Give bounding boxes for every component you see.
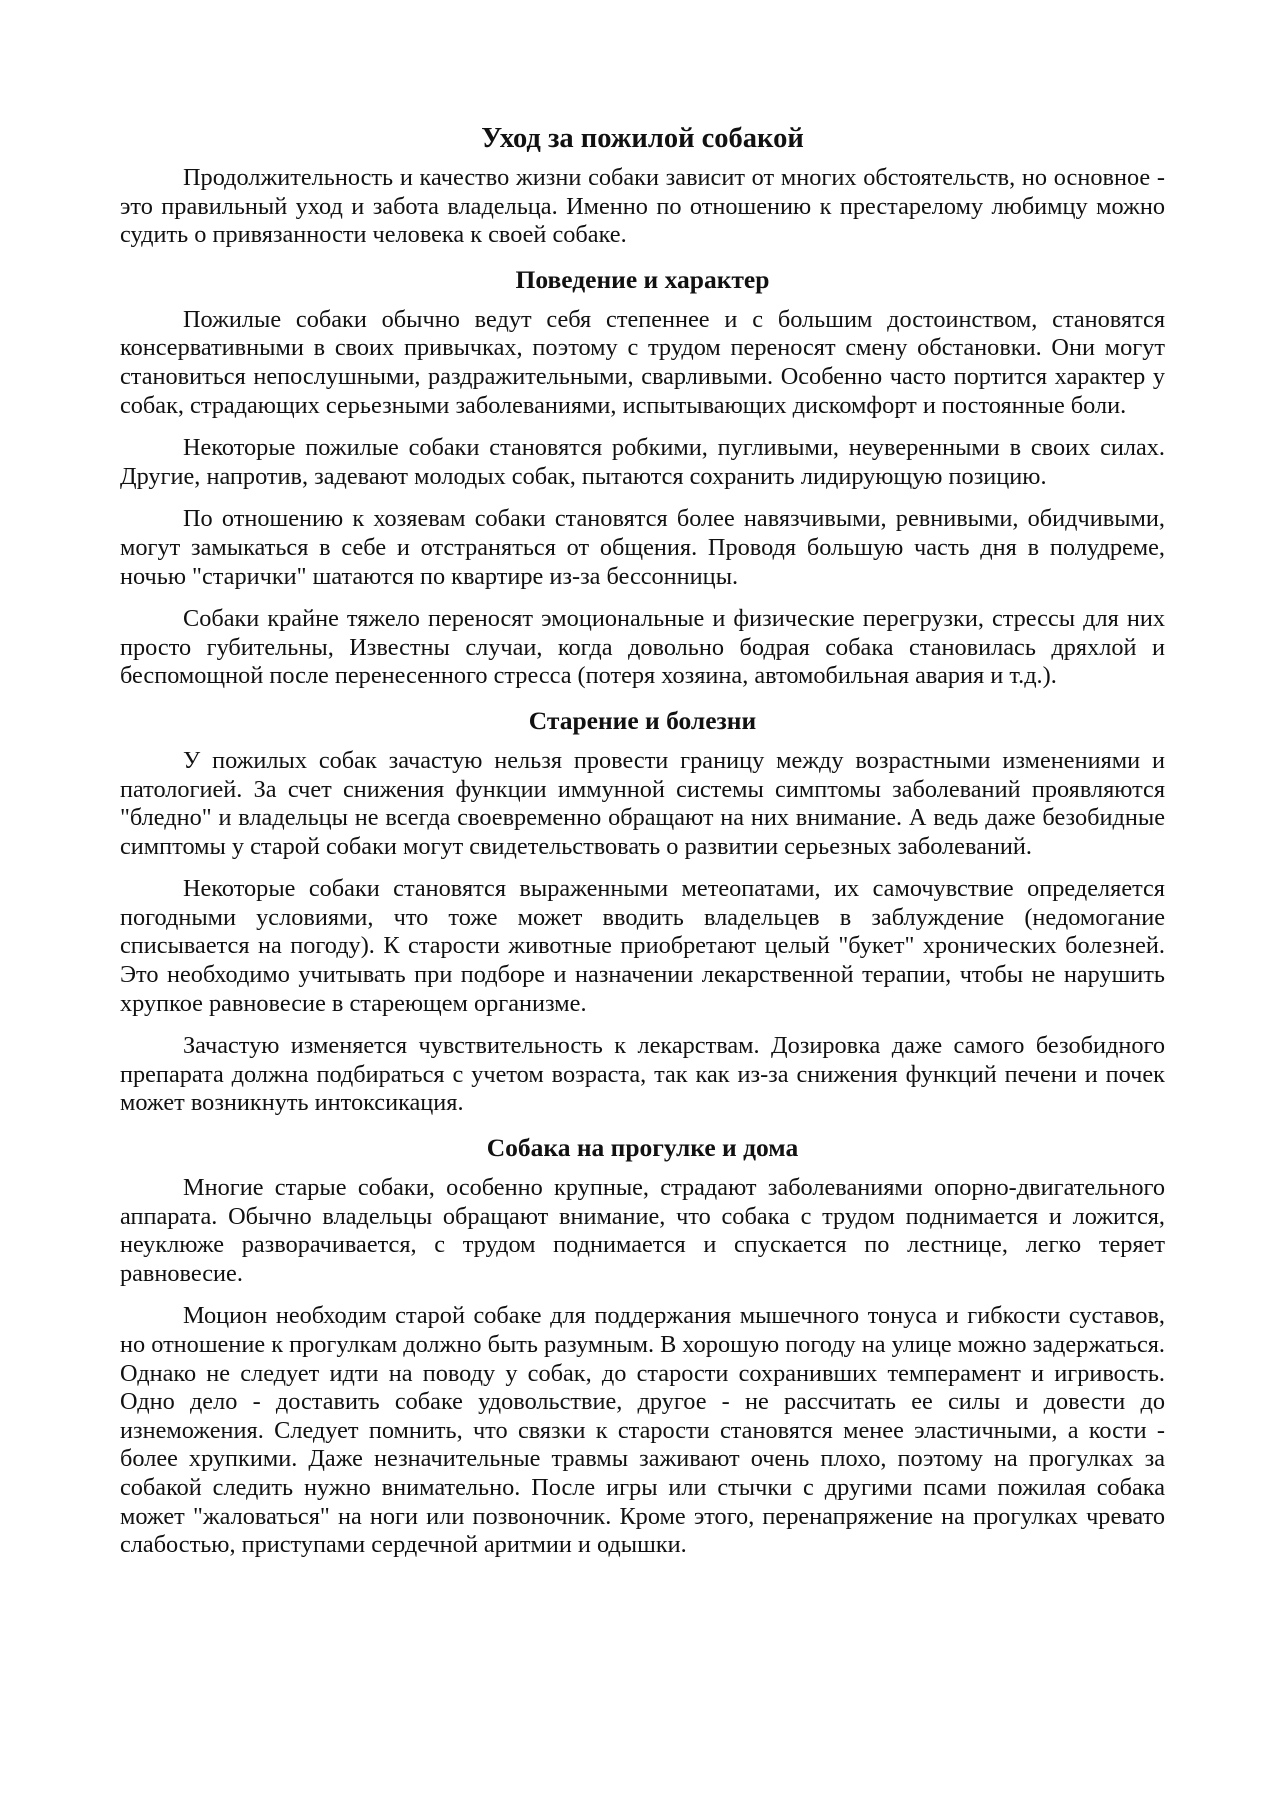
paragraph: Собаки крайне тяжело переносят эмоциональные и физические перегрузки, стрессы для них просто губительны, Известны случаи, когда довольно бодрая собака становилась дряхлой и беспомощной после перенесенного стресса (потеря хозяина, автомобильная авария и т.д.). [120,605,1165,690]
section-heading-walks: Собака на прогулке и дома [486,1133,799,1163]
paragraph: Моцион необходим старой собаке для поддержания мышечного тонуса и гибкости суставов, но отношение к прогулкам должно быть разумным. В хорошую погоду на улице можно задержаться. Однако не следует идти на поводу у собак, до старости сохранивших темперамент и игривость. Одно дело - доставить собаке удовольствие, другое - не рассчитать ее силы и довести до изнеможения. Следует помнить, что связки к старости становятся менее эластичными, а кости - более хрупкими. Даже незначительные травмы заживают очень плохо, поэтому на прогулках за собакой следить нужно внимательно. После игры или стычки с другими псами пожилая собака может "жаловаться" на ноги или позвоночник. Кроме этого, перенапряжение на прогулках чревато слабостью, приступами сердечной аритмии и одышки. [120,1302,1165,1559]
intro-paragraph: Продолжительность и качество жизни собаки зависит от многих обстоятельств, но основное - это правильный уход и забота владельца. Именно по отношению к престарелому любимцу можно судить о привязанности человека к своей собаке. [120,164,1165,249]
paragraph: У пожилых собак зачастую нельзя провести границу между возрастными изменениями и патологией. За счет снижения функции иммунной системы симптомы заболеваний проявляются "бледно" и владельцы не всегда своевременно обращают на них внимание. А ведь даже безобидные симптомы у старой собаки могут свидетельствовать о развитии серьезных заболеваний. [120,746,1165,860]
paragraph: По отношению к хозяевам собаки становятся более навязчивыми, ревнивыми, обидчивыми, могут замыкаться в себе и отстраняться от общения. Проводя большую часть дня в полудреме, ночью "старички" шатаются по квартире из-за бессонницы. [120,505,1165,590]
section-heading-behavior: Поведение и характер [515,264,770,294]
document-page [120,122,1165,1574]
paragraph: Пожилые собаки обычно ведут себя степеннее и с большим достоинством, становятся консервативными в своих привычках, поэтому с трудом переносят смену обстановки. Они могут становиться непослушными, раздражительными, сварливыми. Особенно часто портится характер у собак, страдающих серьезными заболеваниями, испытывающих дискомфорт и постоянные боли. [120,305,1165,419]
paragraph: Зачастую изменяется чувствительность к лекарствам. Дозировка даже самого безобидного препарата должна подбираться с учетом возраста, так как из-за снижения функций печени и почек может возникнуть интоксикация. [120,1032,1165,1117]
document-title: Уход за пожилой собакой [481,123,804,154]
section-heading-aging: Старение и болезни [528,705,757,735]
paragraph: Некоторые пожилые собаки становятся робкими, пугливыми, неуверенными в своих силах. Другие, напротив, задевают молодых собак, пытаются сохранить лидирующую позицию. [120,434,1165,490]
paragraph: Некоторые собаки становятся выраженными метеопатами, их самочувствие определяется погодными условиями, что тоже может вводить владельцев в заблуждение (недомогание списывается на погоду). К старости животные приобретают целый "букет" хронических болезней. Это необходимо учитывать при подборе и назначении лекарственной терапии, чтобы не нарушить хрупкое равновесие в стареющем организме. [120,875,1165,1017]
paragraph: Многие старые собаки, особенно крупные, страдают заболеваниями опорно-двигательного аппарата. Обычно владельцы обращают внимание, что собака с трудом поднимается и ложится, неуклюже разворачивается, с трудом поднимается и спускается по лестнице, легко теряет равновесие. [120,1174,1165,1287]
